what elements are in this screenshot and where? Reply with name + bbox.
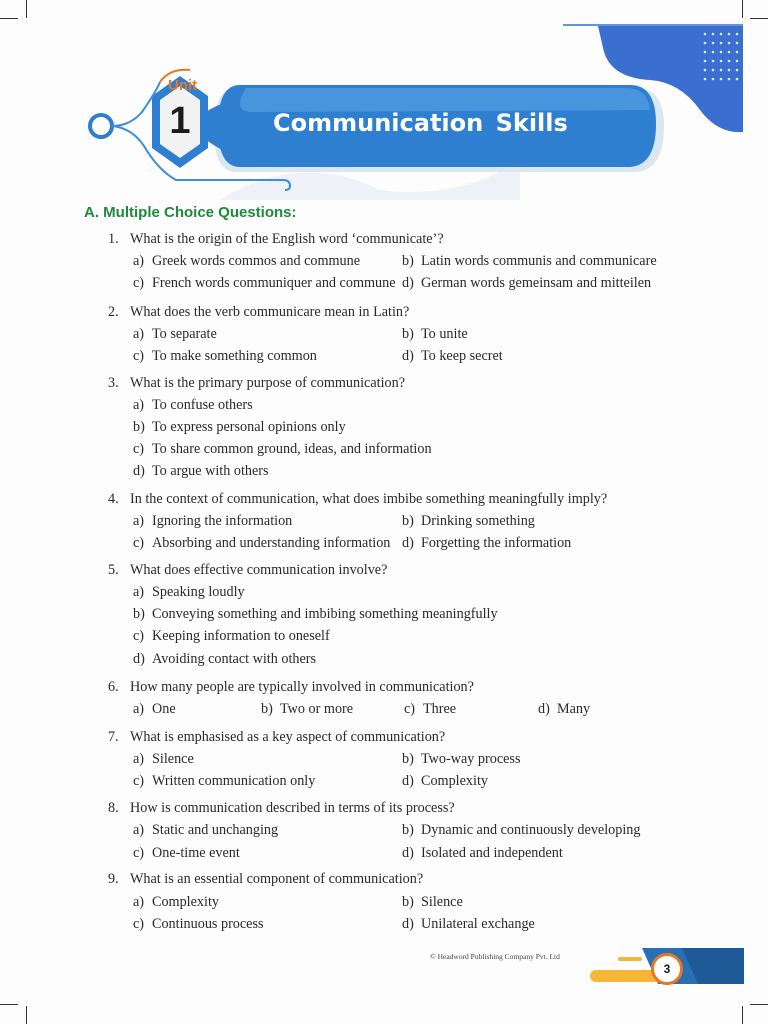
option-c: c) French words communiquer and commune [133, 275, 396, 291]
crop-mark [26, 1006, 27, 1024]
question-number: 1. [108, 231, 119, 247]
option-a: a) Static and unchanging [133, 822, 279, 838]
unit-label: Unit [168, 77, 198, 94]
question-text: What is emphasised as a key aspect of communication? [130, 729, 446, 745]
option-c: c) Keeping information to oneself [133, 628, 330, 644]
question-5 [108, 562, 387, 578]
question-3 [108, 375, 405, 391]
circuit-node-icon [90, 115, 112, 137]
option-c: c) Written communication only [133, 773, 316, 789]
question-text: How is communication described in terms of its process? [130, 800, 455, 816]
crop-mark [750, 1004, 768, 1005]
option-b: b) Latin words communis and communicare [402, 253, 657, 269]
option-d: d) To keep secret [402, 348, 503, 364]
question-number: 5. [108, 562, 119, 578]
question-text: What is an essential component of communication? [130, 871, 424, 887]
question-text: How many people are typically involved in communication? [130, 679, 474, 695]
option-c: c) One-time event [133, 845, 240, 861]
option-b: b) Silence [402, 894, 463, 910]
option-d: d) Avoiding contact with others [133, 651, 317, 667]
question-number: 4. [108, 491, 119, 507]
option-a: a) Ignoring the information [133, 513, 293, 529]
chapter-title: Communication Skills [273, 109, 568, 137]
option-a: a) Silence [133, 751, 194, 767]
option-c: c) Three [404, 701, 457, 717]
question-text: What does the verb communicare mean in Latin? [130, 304, 410, 320]
question-text: In the context of communication, what does imbibe something meaningfully imply? [130, 491, 608, 507]
question-text: What is the origin of the English word ‘communicate’? [130, 231, 444, 247]
option-a: a) Speaking loudly [133, 584, 245, 600]
option-a: a) Complexity [133, 894, 219, 910]
option-d: d) German words gemeinsam and mitteilen [402, 275, 652, 291]
option-a: a) One [133, 701, 176, 717]
question-4 [108, 491, 607, 507]
question-number: 8. [108, 800, 119, 816]
option-b: b) To express personal opinions only [133, 419, 346, 435]
section-heading: A. Multiple Choice Questions: [84, 204, 297, 221]
copyright-notice: © Headword Publishing Company Pvt. Ltd [430, 952, 560, 961]
page-number: 3 [651, 953, 683, 985]
question-text: What does effective communication involve? [130, 562, 388, 578]
question-number: 7. [108, 729, 119, 745]
question-number: 2. [108, 304, 119, 320]
crop-mark [0, 1004, 18, 1005]
option-d: d) Forgetting the information [402, 535, 572, 551]
option-d: d) Many [538, 701, 591, 717]
option-a: a) To separate [133, 326, 217, 342]
option-b: b) Two-way process [402, 751, 521, 767]
option-d: d) To argue with others [133, 463, 269, 479]
question-7 [108, 729, 445, 745]
option-b: b) Drinking something [402, 513, 535, 529]
question-2 [108, 304, 409, 320]
unit-number: 1 [169, 100, 191, 142]
question-text: What is the primary purpose of communication? [130, 375, 406, 391]
question-6 [108, 679, 474, 695]
option-c: c) To share common ground, ideas, and information [133, 441, 432, 457]
option-d: d) Isolated and independent [402, 845, 563, 861]
option-a: a) To confuse others [133, 397, 253, 413]
crop-mark [742, 1006, 743, 1024]
question-number: 9. [108, 871, 119, 887]
option-b: b) Dynamic and continuously developing [402, 822, 641, 838]
question-number: 3. [108, 375, 119, 391]
option-c: c) To make something common [133, 348, 317, 364]
option-b: b) Conveying something and imbibing something meaningfully [133, 606, 498, 622]
option-d: d) Unilateral exchange [402, 916, 535, 932]
question-8 [108, 800, 455, 816]
header-graphic [0, 0, 768, 200]
option-a: a) Greek words commos and commune [133, 253, 361, 269]
option-d: d) Complexity [402, 773, 488, 789]
option-c: c) Continuous process [133, 916, 264, 932]
question-9 [108, 871, 423, 887]
question-number: 6. [108, 679, 119, 695]
question-1 [108, 231, 444, 247]
option-b: b) Two or more [261, 701, 354, 717]
option-b: b) To unite [402, 326, 468, 342]
option-c: c) Absorbing and understanding information [133, 535, 391, 551]
